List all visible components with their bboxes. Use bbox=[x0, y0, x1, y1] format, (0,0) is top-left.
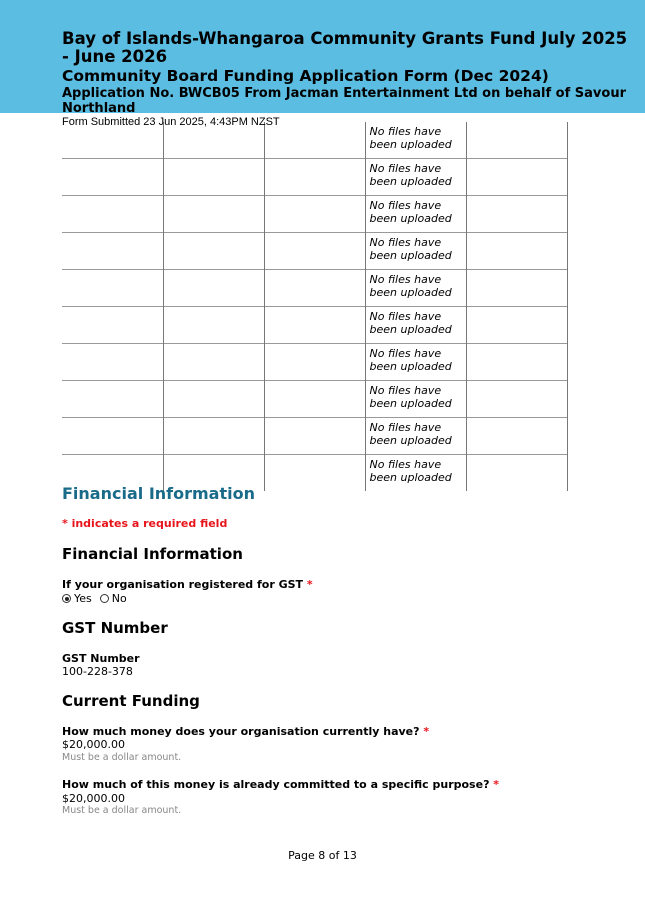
header bbox=[62, 30, 637, 116]
financial-info-heading: Financial Information bbox=[62, 545, 243, 563]
committed-value: $20,000.00 bbox=[62, 792, 125, 805]
table-row bbox=[62, 159, 567, 196]
gst-radio-group bbox=[62, 592, 127, 605]
money-question-label bbox=[62, 725, 429, 738]
radio-no-label: No bbox=[111, 592, 127, 605]
money-question-text: How much money does your organisation currently have? bbox=[62, 725, 420, 738]
files-cell: No files have been uploaded bbox=[365, 455, 466, 492]
committed-hint: Must be a dollar amount. bbox=[62, 805, 182, 816]
gst-number-heading: GST Number bbox=[62, 619, 168, 637]
gst-radio-yes[interactable] bbox=[62, 592, 92, 605]
table-cell bbox=[163, 233, 264, 270]
required-asterisk: * bbox=[306, 578, 313, 591]
table-cell bbox=[62, 270, 163, 307]
table-cell bbox=[264, 307, 365, 344]
table-row bbox=[62, 270, 567, 307]
radio-unselected-icon[interactable] bbox=[100, 594, 109, 603]
money-hint: Must be a dollar amount. bbox=[62, 752, 182, 763]
table-cell bbox=[163, 307, 264, 344]
table-row bbox=[62, 196, 567, 233]
table-row bbox=[62, 233, 567, 270]
table-cell bbox=[466, 455, 567, 492]
table-cell bbox=[264, 270, 365, 307]
table-cell bbox=[264, 196, 365, 233]
required-field-note: * indicates a required field bbox=[62, 517, 228, 530]
table-cell bbox=[466, 344, 567, 381]
gst-question-label bbox=[62, 578, 313, 591]
table-cell bbox=[264, 344, 365, 381]
table-cell bbox=[163, 159, 264, 196]
table-cell bbox=[264, 233, 365, 270]
table-cell bbox=[163, 270, 264, 307]
form-title: Bay of Islands-Whangaroa Community Grants Fund July 2025 - June 2026 bbox=[62, 29, 628, 66]
table-cell bbox=[62, 307, 163, 344]
files-cell: No files have been uploaded bbox=[365, 344, 466, 381]
money-value: $20,000.00 bbox=[62, 738, 125, 751]
table-cell bbox=[62, 418, 163, 455]
table-cell bbox=[466, 307, 567, 344]
table-cell bbox=[466, 270, 567, 307]
files-cell: No files have been uploaded bbox=[365, 418, 466, 455]
table-cell bbox=[466, 233, 567, 270]
radio-selected-icon[interactable] bbox=[62, 594, 71, 603]
files-cell: No files have been uploaded bbox=[365, 270, 466, 307]
table-cell bbox=[163, 344, 264, 381]
table-cell bbox=[163, 381, 264, 418]
table-cell bbox=[62, 196, 163, 233]
table-cell bbox=[62, 159, 163, 196]
application-number: Application No. BWCB05 From Jacman Entertainment Ltd on behalf of Savour Northland bbox=[62, 86, 626, 116]
current-funding-heading: Current Funding bbox=[62, 692, 200, 710]
table-cell bbox=[466, 196, 567, 233]
table-cell bbox=[62, 233, 163, 270]
gst-radio-no[interactable] bbox=[100, 592, 127, 605]
gst-number-value: 100-228-378 bbox=[62, 665, 133, 678]
gst-number-label: GST Number bbox=[62, 652, 140, 665]
table-row bbox=[62, 418, 567, 455]
files-cell: No files have been uploaded bbox=[365, 122, 466, 159]
table-cell bbox=[466, 159, 567, 196]
table-cell bbox=[62, 381, 163, 418]
files-cell: No files have been uploaded bbox=[365, 381, 466, 418]
table-cell bbox=[466, 381, 567, 418]
page-number: Page 8 of 13 bbox=[288, 849, 357, 862]
required-asterisk: * bbox=[423, 725, 430, 738]
table-cell bbox=[264, 159, 365, 196]
section-title: Financial Information bbox=[62, 484, 255, 503]
files-cell: No files have been uploaded bbox=[365, 233, 466, 270]
files-cell: No files have been uploaded bbox=[365, 307, 466, 344]
required-asterisk: * bbox=[493, 778, 500, 791]
table-cell bbox=[163, 196, 264, 233]
files-cell: No files have been uploaded bbox=[365, 196, 466, 233]
table-cell bbox=[264, 455, 365, 492]
table-cell bbox=[264, 381, 365, 418]
submitted-timestamp: Form Submitted 23 Jun 2025, 4:43PM NZST bbox=[62, 116, 280, 128]
table-cell bbox=[466, 122, 567, 159]
table-row bbox=[62, 381, 567, 418]
table-cell bbox=[466, 418, 567, 455]
attachments-table bbox=[62, 122, 568, 491]
table-cell bbox=[264, 418, 365, 455]
table-row bbox=[62, 344, 567, 381]
table-row bbox=[62, 307, 567, 344]
files-cell: No files have been uploaded bbox=[365, 159, 466, 196]
form-subtitle: Community Board Funding Application Form (Dec 2024) bbox=[62, 67, 549, 85]
radio-yes-label: Yes bbox=[74, 592, 92, 605]
table-cell bbox=[62, 344, 163, 381]
table-cell bbox=[163, 418, 264, 455]
committed-question-text: How much of this money is already committed to a specific purpose? bbox=[62, 778, 490, 791]
committed-question-label bbox=[62, 778, 499, 791]
gst-question-text: If your organisation registered for GST bbox=[62, 578, 304, 591]
